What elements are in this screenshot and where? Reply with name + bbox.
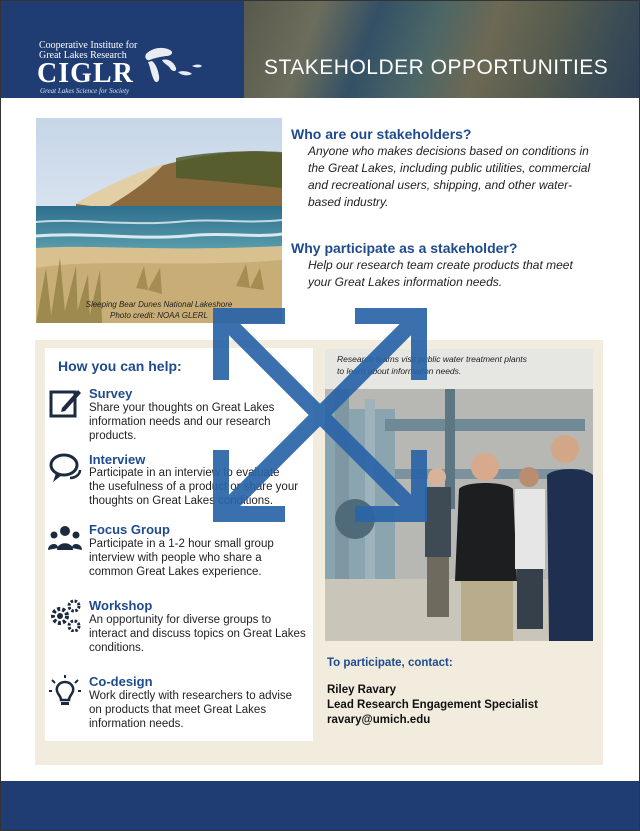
photo1-caption-line1: Sleeping Bear Dunes National Lakeshore [85, 300, 233, 309]
who-stakeholders-heading: Who are our stakeholders? [291, 126, 472, 142]
photo1-caption-line2: Photo credit: NOAA GLERL [110, 311, 208, 320]
focus-group-description: Participate in a 1-2 hour small group interview with people who share a common Great Lakes experience. [89, 538, 274, 578]
footer-bar [1, 781, 639, 830]
how-you-can-help-heading: How you can help: [58, 358, 182, 374]
co-design-description: Work directly with researchers to advise on products that meet Great Lakes information needs. [89, 690, 293, 730]
why-participate-heading: Why participate as a stakeholder? [291, 240, 518, 256]
lightbulb-icon [48, 674, 82, 708]
dunes-illustration [36, 118, 282, 323]
interview-title: Interview [89, 452, 146, 467]
logo-tagline: Great Lakes Science for Society [40, 87, 130, 95]
why-participate-text: Help our research team create products that meet your Great Lakes information needs. [308, 258, 573, 289]
survey-description: Share your thoughts on Great Lakes information needs and our research products. [89, 402, 275, 442]
page-title: STAKEHOLDER OPPORTUNITIES [264, 56, 609, 79]
contact-email[interactable]: ravary@umich.edu [327, 714, 431, 726]
workshop-title: Workshop [89, 598, 153, 613]
interview-description: Participate in an interview to evaluate the usefulness of a product or share your thoughts on Great Lakes conditions. [89, 467, 299, 507]
logo-line1: Cooperative Institute for [39, 40, 138, 51]
who-stakeholders-text: Anyone who makes decisions based on conditions in the Great Lakes, including public utilities, commercial and recreational users, shipping, and other water- based industry. [308, 144, 591, 209]
contact-name: Riley Ravary [327, 684, 397, 696]
expand-arrows-icon[interactable] [205, 300, 435, 530]
focus-group-title: Focus Group [89, 522, 170, 537]
logo-acronym: CIGLR [37, 58, 134, 89]
group-icon [48, 522, 82, 556]
workshop-description: An opportunity for diverse groups to interact and discuss topics on Great Lakes conditions. [89, 614, 306, 654]
gears-icon [48, 598, 82, 632]
co-design-title: Co-design [89, 674, 153, 689]
contact-role: Lead Research Engagement Specialist [327, 699, 538, 711]
logo-line2: Great Lakes Research [39, 50, 127, 61]
survey-title: Survey [89, 386, 133, 401]
contact-heading: To participate, contact: [327, 657, 453, 669]
dunes-photo [36, 118, 282, 323]
edit-icon [48, 386, 82, 420]
photo2-caption: Research teams visit public water treatment plants to learn about information needs. [337, 354, 527, 376]
great-lakes-logo-icon [142, 44, 204, 88]
chat-icon [48, 452, 82, 486]
